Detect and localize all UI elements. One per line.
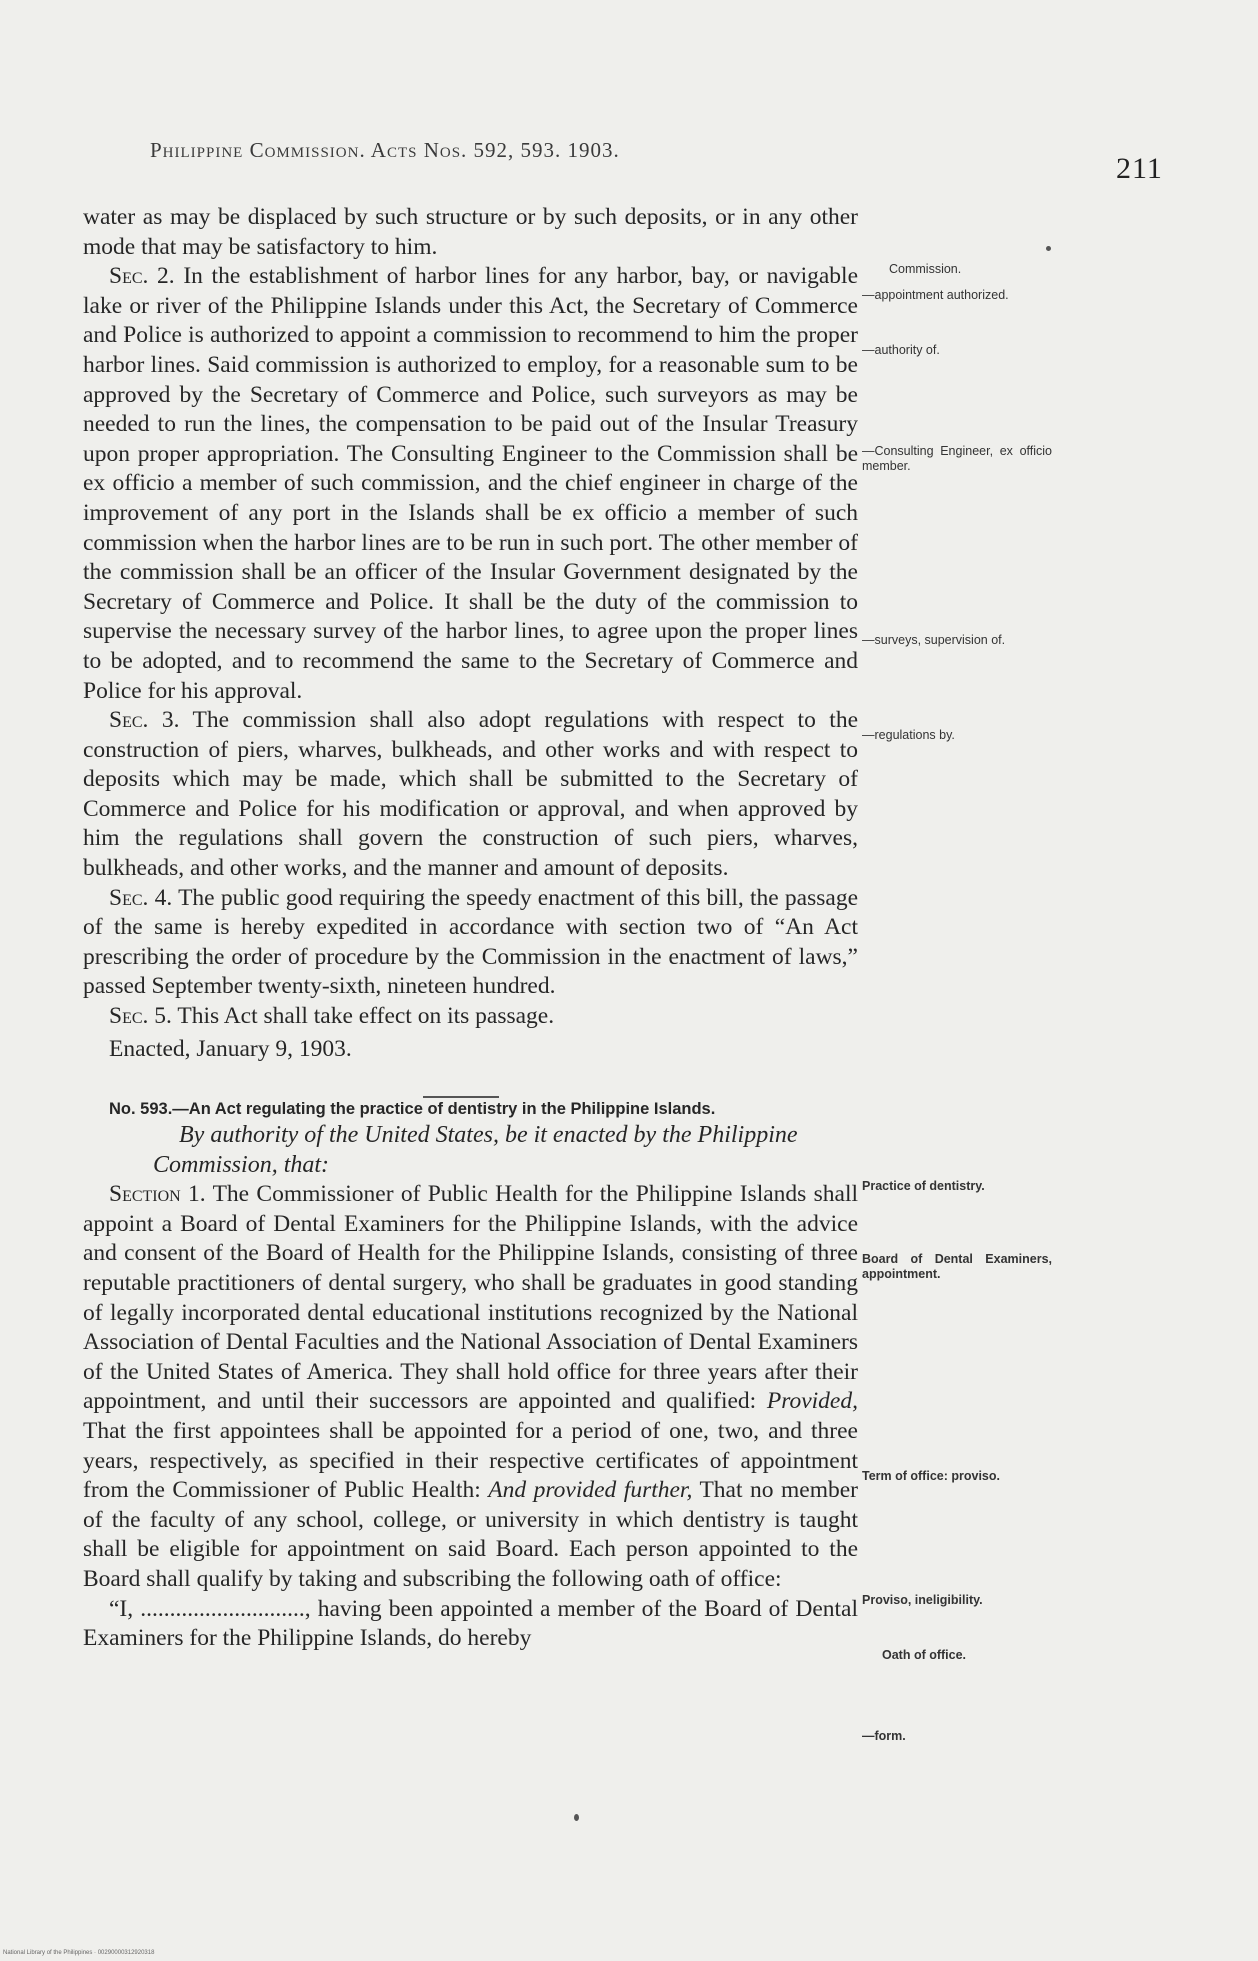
section-5-label: Sec. 5.	[109, 1003, 172, 1030]
enacted-date: Enacted, January 9, 1903.	[109, 1035, 352, 1062]
section-2-text: In the establishment of harbor lines for any harbor, bay, or navigable lake or river of the Philippine Islands under this Act, the Secretary of Commerce and Police is authorized to appoint a commission to recommend to him the proper harbor lines. Said commission is authorized to employ, for a reasonable sum to be approved by the Secretary of Commerce and Police, such surveyors as may be needed to run the lines, the compensation to be paid out of the Insular Treasury upon proper appropriation. The Consulting Engineer to the Commission shall be ex officio a member of such commission, and the chief engineer in charge of the improvement of any port in the Islands shall be ex officio a member of such commission when the harbor lines are to be run in such port. The other member of the commission shall be an officer of the Insular Government designated by the Secretary of Commerce and Police. It shall be the duty of the commission to supervise the necessary survey of the harbor lines, to agree upon the proper lines to be adopted, and to recommend the same to the Secretary of Commerce and Police for his approval.	[83, 263, 859, 704]
margin-note-practice-of-dentistry: Practice of dentistry.	[862, 1179, 985, 1193]
margin-note-form: —form.	[862, 1729, 906, 1743]
paragraph-continuation: water as may be displaced by such structure or by such deposits, or in any other mode that may be satisfactory to him.	[83, 204, 858, 260]
margin-note-commission: Commission.	[889, 262, 962, 276]
margin-note-appointment: —appointment authorized.	[862, 288, 1009, 302]
running-head: Philippine Commission. Acts Nos. 592, 593. 1903.	[150, 138, 620, 162]
section-2-label: Sec. 2.	[109, 263, 175, 290]
margin-note-board-of-dental-examiners: Board of Dental Examiners, appointment.	[862, 1252, 1052, 1281]
section-5	[83, 1002, 858, 1032]
margin-note-oath-of-office: Oath of office.	[882, 1648, 967, 1662]
section-4-text: The public good requiring the speedy enactment of this bill, the passage of the same is hereby expedited in accordance with section two of “An Act prescribing the order of procedure by the Commission in the enactment of laws,” passed September twenty-sixth, nineteen hundred.	[83, 884, 859, 1000]
section-1-text-a: The Commissioner of Public Health for the Philippine Islands shall appoint a Board of Dental Examiners for the Philippine Islands, with the advice and consent of the Board of Health for the Philippine Islands, consisting of three reputable practitioners of dental surgery, who shall be graduates in good standing of legally incorporated dental educational institutions recognized by the National Association of Dental Faculties and the National Association of Dental Examiners of the United States of America. They shall hold office for three years after their appointment, and until their successors are appointed and qualified:	[83, 1181, 858, 1415]
provided-further-term: And provided further,	[488, 1477, 693, 1504]
main-text	[83, 203, 858, 1654]
section-3	[83, 706, 858, 884]
section-1-text-b: That the first appointees shall be appointed for a period of one, two, and three years, respectively, as specified in their respective certificates of appointment from the Commissioner of Public Health:	[83, 1417, 858, 1504]
section-3-text: The commission shall also adopt regulations with respect to the construction of piers, wharves, bulkheads, and other works and with respect to deposits which may be made, which shall be submitted to the Secretary of Commerce and Police for his modification or approval, and when approved by him the regulations shall govern the construction of such piers, wharves, bulkheads, and other works, and the manner and amount of deposits.	[83, 707, 858, 882]
margin-note-regulations: —regulations by.	[862, 728, 955, 742]
section-1-label: Section 1.	[109, 1181, 206, 1208]
section-4-label: Sec. 4.	[109, 884, 173, 911]
enacting-clause: By authority of the United States, be it enacted by the Philippine Commission, that:	[153, 1122, 798, 1179]
margin-note-proviso-ineligibility: Proviso, ineligibility.	[862, 1593, 983, 1607]
section-2	[83, 262, 858, 706]
provided-term: Provided,	[766, 1388, 858, 1415]
section-5-text: This Act shall take effect on its passage.	[177, 1003, 555, 1030]
margin-note-consulting-engineer: —Consulting Engineer, ex officio member.	[862, 444, 1052, 473]
page-number: 211	[1116, 152, 1163, 185]
section-3-label: Sec. 3.	[109, 707, 180, 734]
scan-speck	[1046, 246, 1051, 251]
margin-note-surveys: —surveys, supervision of.	[862, 633, 1006, 647]
scan-speck	[574, 1814, 579, 1821]
section-1	[83, 1180, 858, 1594]
margin-note-authority: —authority of.	[862, 343, 940, 357]
section-4	[83, 884, 858, 1002]
margin-note-term-of-office: Term of office: proviso.	[862, 1469, 1000, 1483]
oath-text: “I, ............................, having been appointed a member of the Board of Dental Examiners for the Philippine Islands, do hereby	[83, 1595, 858, 1652]
act-title: No. 593.—An Act regulating the practice of dentistry in the Philippine Islands.	[109, 1100, 716, 1119]
section-1-text-c: That no member of the faculty of any school, college, or university in which dentistry is taught shall be eligible for appointment on said Board. Each person appointed to the Board shall qualify by taking and subscribing the following oath of office:	[83, 1477, 858, 1592]
scan-footer: National Library of the Philippines · 00290000312920318	[3, 1950, 155, 1956]
